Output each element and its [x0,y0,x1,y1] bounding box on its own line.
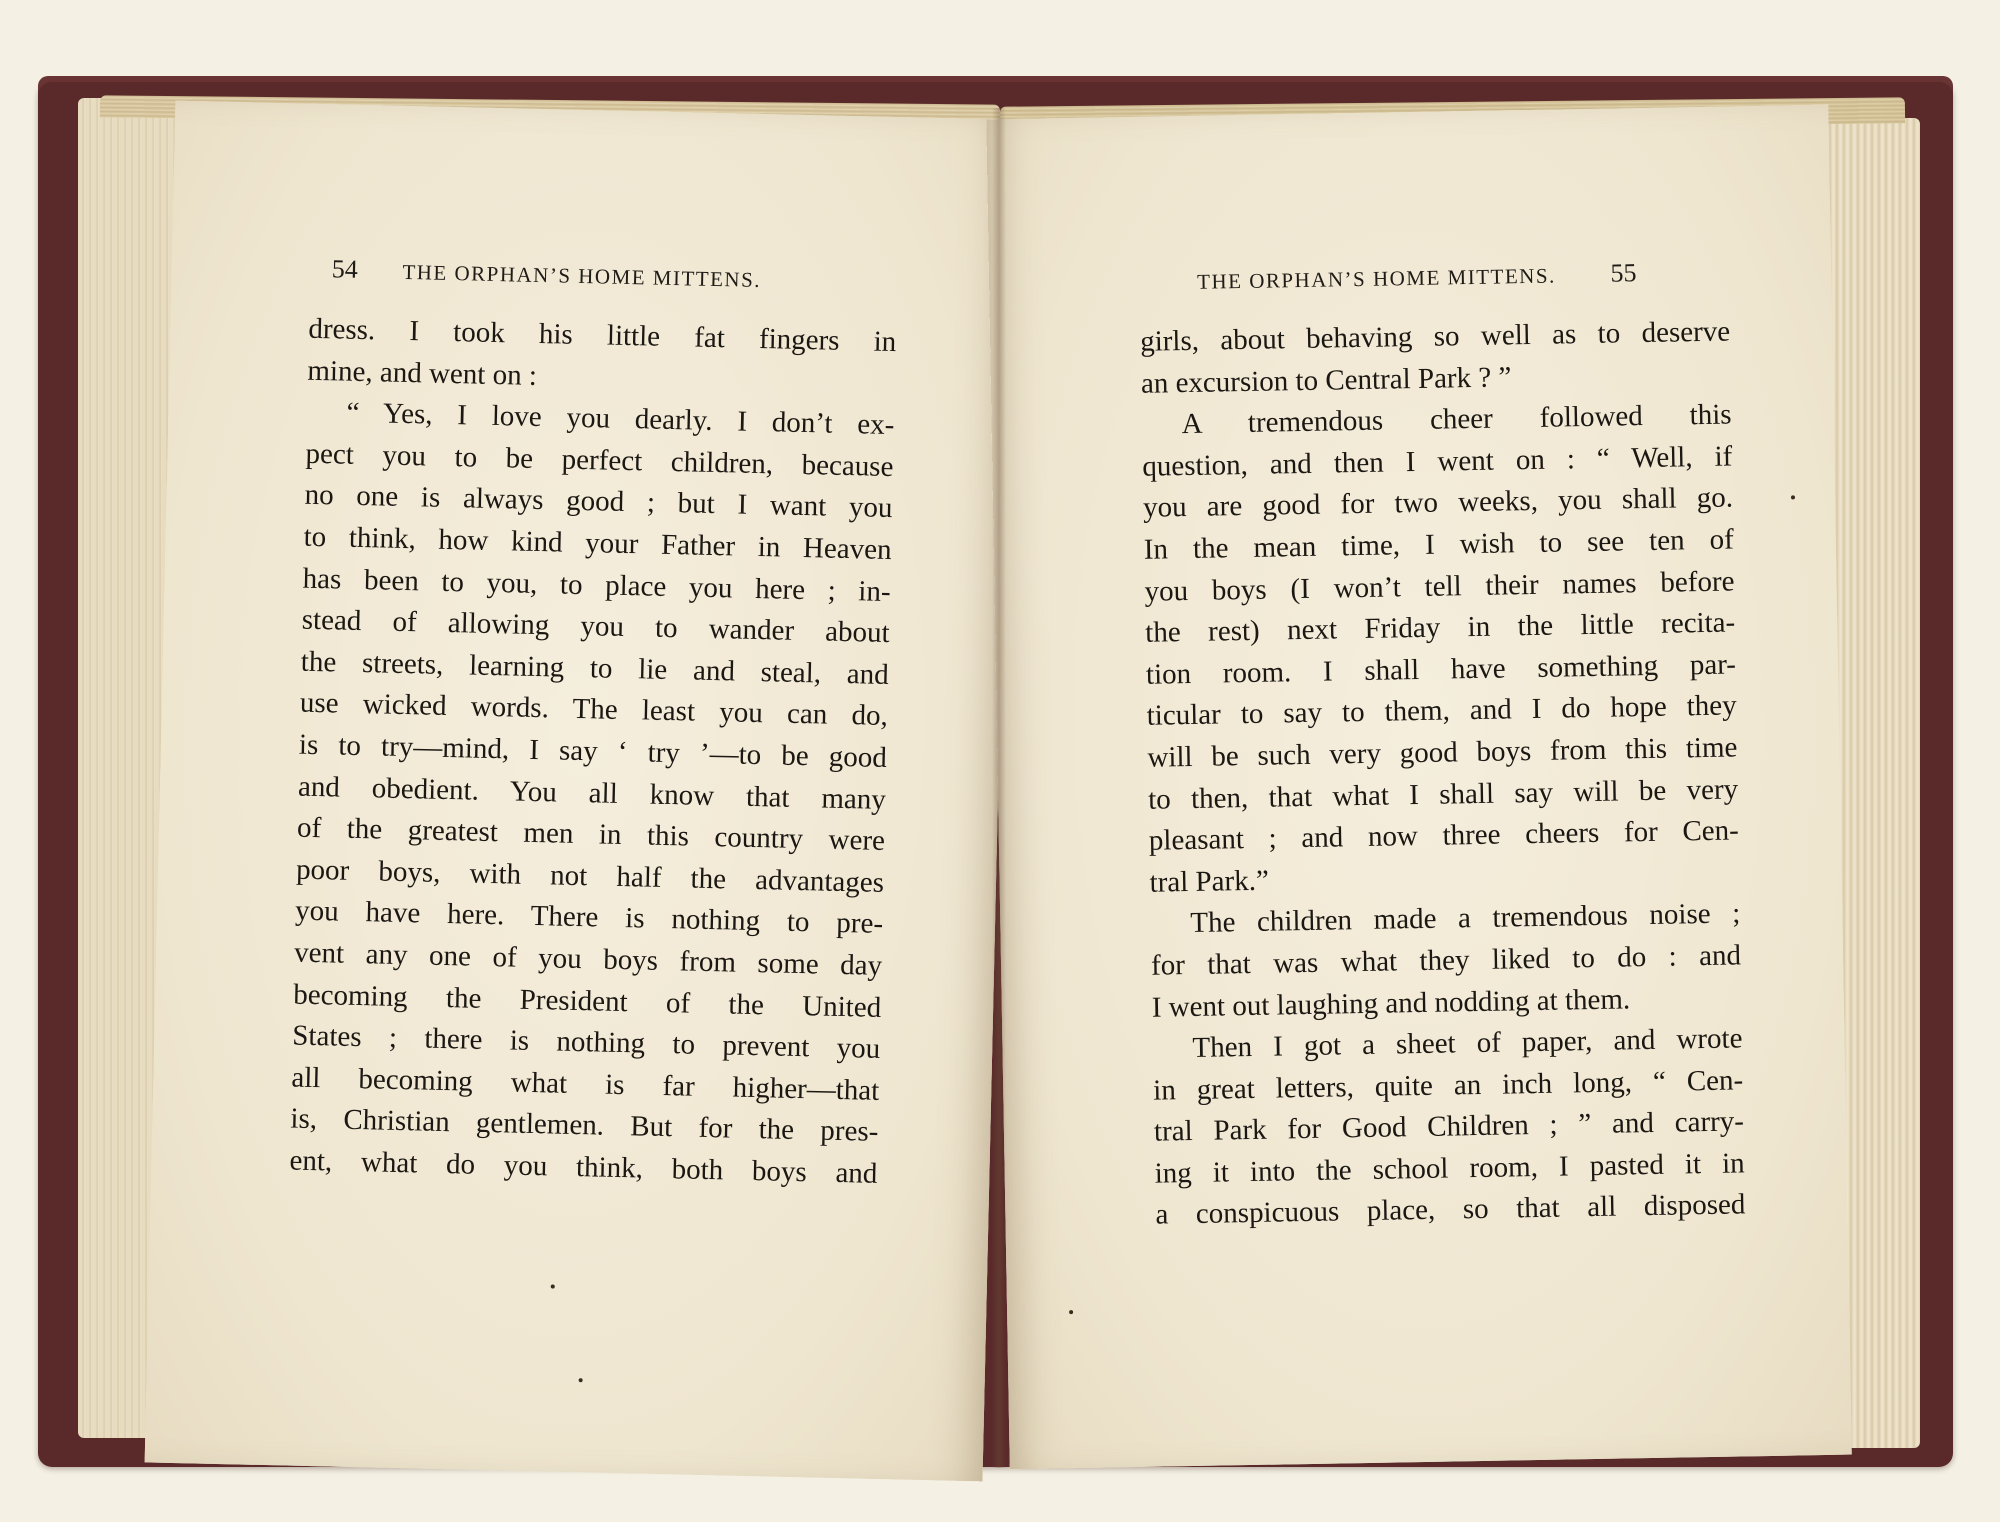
text-line: use wicked words. The least you can do, [299,686,889,733]
text-line: in great letters, quite an inch long, “ Cen- [1152,1064,1744,1107]
text-line: no one is always good ; but I want you [304,479,893,525]
right-page-number: 55 [1610,258,1637,288]
text-line: ticular to say to them, and I do hope they [1146,689,1737,733]
text-line: an excursion to Central Park ? ” [1140,360,1512,400]
text-line: to then, that what I shall say will be very [1147,772,1739,816]
text-line: question, and then I went on : “ Well, if [1142,440,1733,483]
paper-speck [1791,495,1795,499]
text-line: to think, how kind your Father in Heaven [303,520,892,566]
text-line: tion room. I shall have something par- [1145,648,1737,691]
text-line: you boys (I won’t tell their names before [1144,565,1735,608]
text-line: will be such very good boys from this time [1147,731,1738,774]
left-body-text [289,309,897,1196]
paper-speck [551,1284,555,1288]
right-running-head [1197,258,1637,296]
text-line: vent any one of you boys from some day [293,936,883,982]
text-line: ent, what do you think, both boys and [289,1144,878,1190]
text-line: poor boys, with not half the advantages [295,853,885,899]
text-line: mine, and went on : [307,354,538,392]
text-line: tral Park for Good Children ; ” and carry- [1153,1105,1745,1148]
text-line: In the mean time, I wish to see ten of [1143,523,1735,566]
book-gutter [992,108,1006,1468]
text-line: A tremendous cheer followed this [1181,398,1732,441]
text-line: Then I got a sheet of paper, and wrote [1192,1022,1743,1065]
text-line: a conspicuous place, so that all disposed [1155,1188,1746,1232]
left-running-head [331,254,761,294]
text-line: pleasant ; and now three cheers for Cen- [1148,814,1740,857]
text-line: for that was what they liked to do : and [1150,939,1742,982]
text-line: The children made a tremendous noise ; [1190,897,1741,940]
left-page-number: 54 [331,254,359,284]
text-line: the streets, learning to lie and steal, and [300,645,890,691]
text-line: pect you to be perfect children, because [305,437,894,483]
text-line: dress. I took his little fat fingers in [308,312,897,359]
text-line: you have here. There is nothing to pre- [294,894,884,941]
text-line: tral Park.” [1149,864,1270,899]
text-line: becoming the President of the United [292,978,882,1024]
text-line: “ Yes, I love you dearly. I don’t ex- [346,396,895,442]
right-running-title: THE ORPHAN’S HOME MITTENS. [1196,263,1556,294]
text-line: stead of allowing you to wander about [301,603,891,650]
left-running-title: THE ORPHAN’S HOME MITTENS. [402,259,762,292]
text-line: and obedient. You all know that many [297,770,887,816]
left-page [145,101,1014,1482]
text-line: girls, about behaving so well as to deserve [1139,315,1731,358]
text-line: States ; there is nothing to prevent you [292,1019,881,1065]
text-line: I went out laughing and nodding at them. [1151,982,1631,1024]
text-line: the rest) next Friday in the little recita- [1144,606,1736,649]
text-line: is, Christian gentlemen. But for the pres- [290,1102,879,1149]
text-line: all becoming what is far higher—that [291,1061,880,1107]
paper-speck [579,1378,583,1382]
right-body-text [1140,312,1746,1237]
text-line: has been to you, to place you here ; in- [302,562,891,608]
text-line: you are good for two weeks, you shall go. [1142,481,1734,525]
text-line: ing it into the school room, I pasted it in [1154,1147,1745,1190]
text-line: is to try—mind, I say ‘ try ’—to be good [298,728,888,774]
text-line: of the greatest men in this country were [296,811,886,858]
paper-speck [1069,1310,1073,1314]
right-page [986,105,1851,1469]
